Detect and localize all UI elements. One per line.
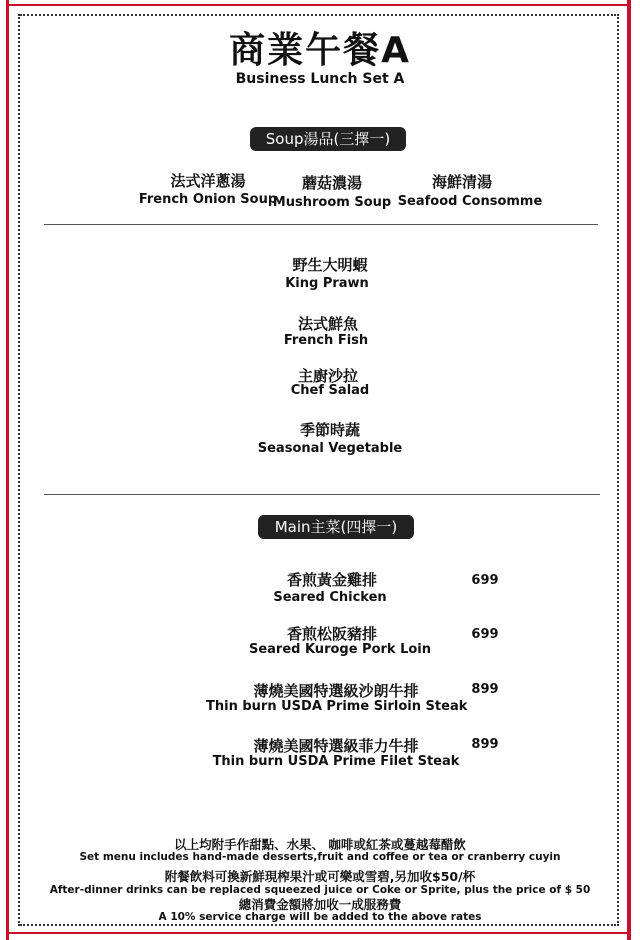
- footer-note-zh: 附餐飲料可換新鮮現榨果汁或可樂或雪碧,另加收$50/杯: [164, 869, 476, 884]
- footer-note-en: After-dinner drinks can be replaced squeezed juice or Coke or Sprite, plus the price of $ 50: [49, 884, 591, 896]
- starter-item-en: French Fish: [283, 333, 369, 348]
- starter-item-zh: 法式鮮魚: [297, 315, 358, 333]
- soup-item-en: Mushroom Soup: [272, 195, 392, 210]
- soup-item-zh: 海鮮清湯: [431, 173, 492, 191]
- frame-top-border: [6, 4, 631, 6]
- soup-item-en: Seafood Consomme: [397, 194, 543, 209]
- soup-item-zh: 蘑菇濃湯: [301, 174, 362, 192]
- dotted-border-left: [18, 14, 20, 926]
- main-item-en: Seared Chicken: [273, 590, 387, 605]
- dotted-border-right: [617, 14, 619, 926]
- divider: [44, 494, 600, 495]
- frame-left-border: [6, 0, 9, 940]
- main-item-zh: 薄燒美國特選級菲力牛排: [253, 737, 419, 755]
- main-item-en: Thin burn USDA Prime Sirloin Steak: [206, 699, 468, 714]
- footer-note-zh: 以上均附手作甜點、水果、 咖啡或紅茶或蔓越莓醋飲: [174, 837, 466, 852]
- main-item-zh: 香煎松阪豬排: [286, 625, 377, 643]
- main-section-label: Main主菜(四擇一): [258, 515, 414, 539]
- frame-right-border: [627, 0, 631, 940]
- soup-section-label: Soup湯品(三擇一): [250, 127, 406, 151]
- dotted-border-bottom: [20, 924, 616, 926]
- main-item-zh: 薄燒美國特選級沙朗牛排: [253, 682, 419, 700]
- main-item-en: Seared Kuroge Pork Loin: [248, 642, 432, 657]
- menu-title: 商業午餐A: [229, 30, 411, 71]
- soup-item-en: French Onion Soup: [138, 192, 278, 207]
- dotted-border-top: [20, 14, 616, 16]
- main-item-price: 699: [471, 573, 499, 588]
- divider: [44, 224, 598, 225]
- footer-note-en: A 10% service charge will be added to the above rates: [158, 911, 482, 923]
- starter-item-zh: 季節時蔬: [299, 421, 360, 439]
- starter-item-en: King Prawn: [285, 276, 369, 291]
- soup-item-zh: 法式洋蔥湯: [170, 172, 246, 190]
- main-item-price: 899: [471, 682, 499, 697]
- menu-subtitle: Business Lunch Set A: [235, 71, 405, 87]
- starter-item-zh: 野生大明蝦: [292, 256, 368, 274]
- footer-note-zh: 總消費金額將加收一成服務費: [238, 897, 402, 912]
- starter-item-en: Seasonal Vegetable: [257, 441, 403, 456]
- main-item-zh: 香煎黃金雞排: [286, 571, 377, 589]
- footer-note-en: Set menu includes hand-made desserts,fruit and coffee or tea or cranberry cuyin: [79, 851, 561, 863]
- frame-bottom-border: [6, 932, 631, 934]
- starter-item-zh: 主廚沙拉: [297, 367, 358, 385]
- starter-item-en: Chef Salad: [290, 383, 370, 398]
- main-item-price: 899: [471, 737, 499, 752]
- main-item-en: Thin burn USDA Prime Filet Steak: [212, 754, 460, 769]
- main-item-price: 699: [471, 627, 499, 642]
